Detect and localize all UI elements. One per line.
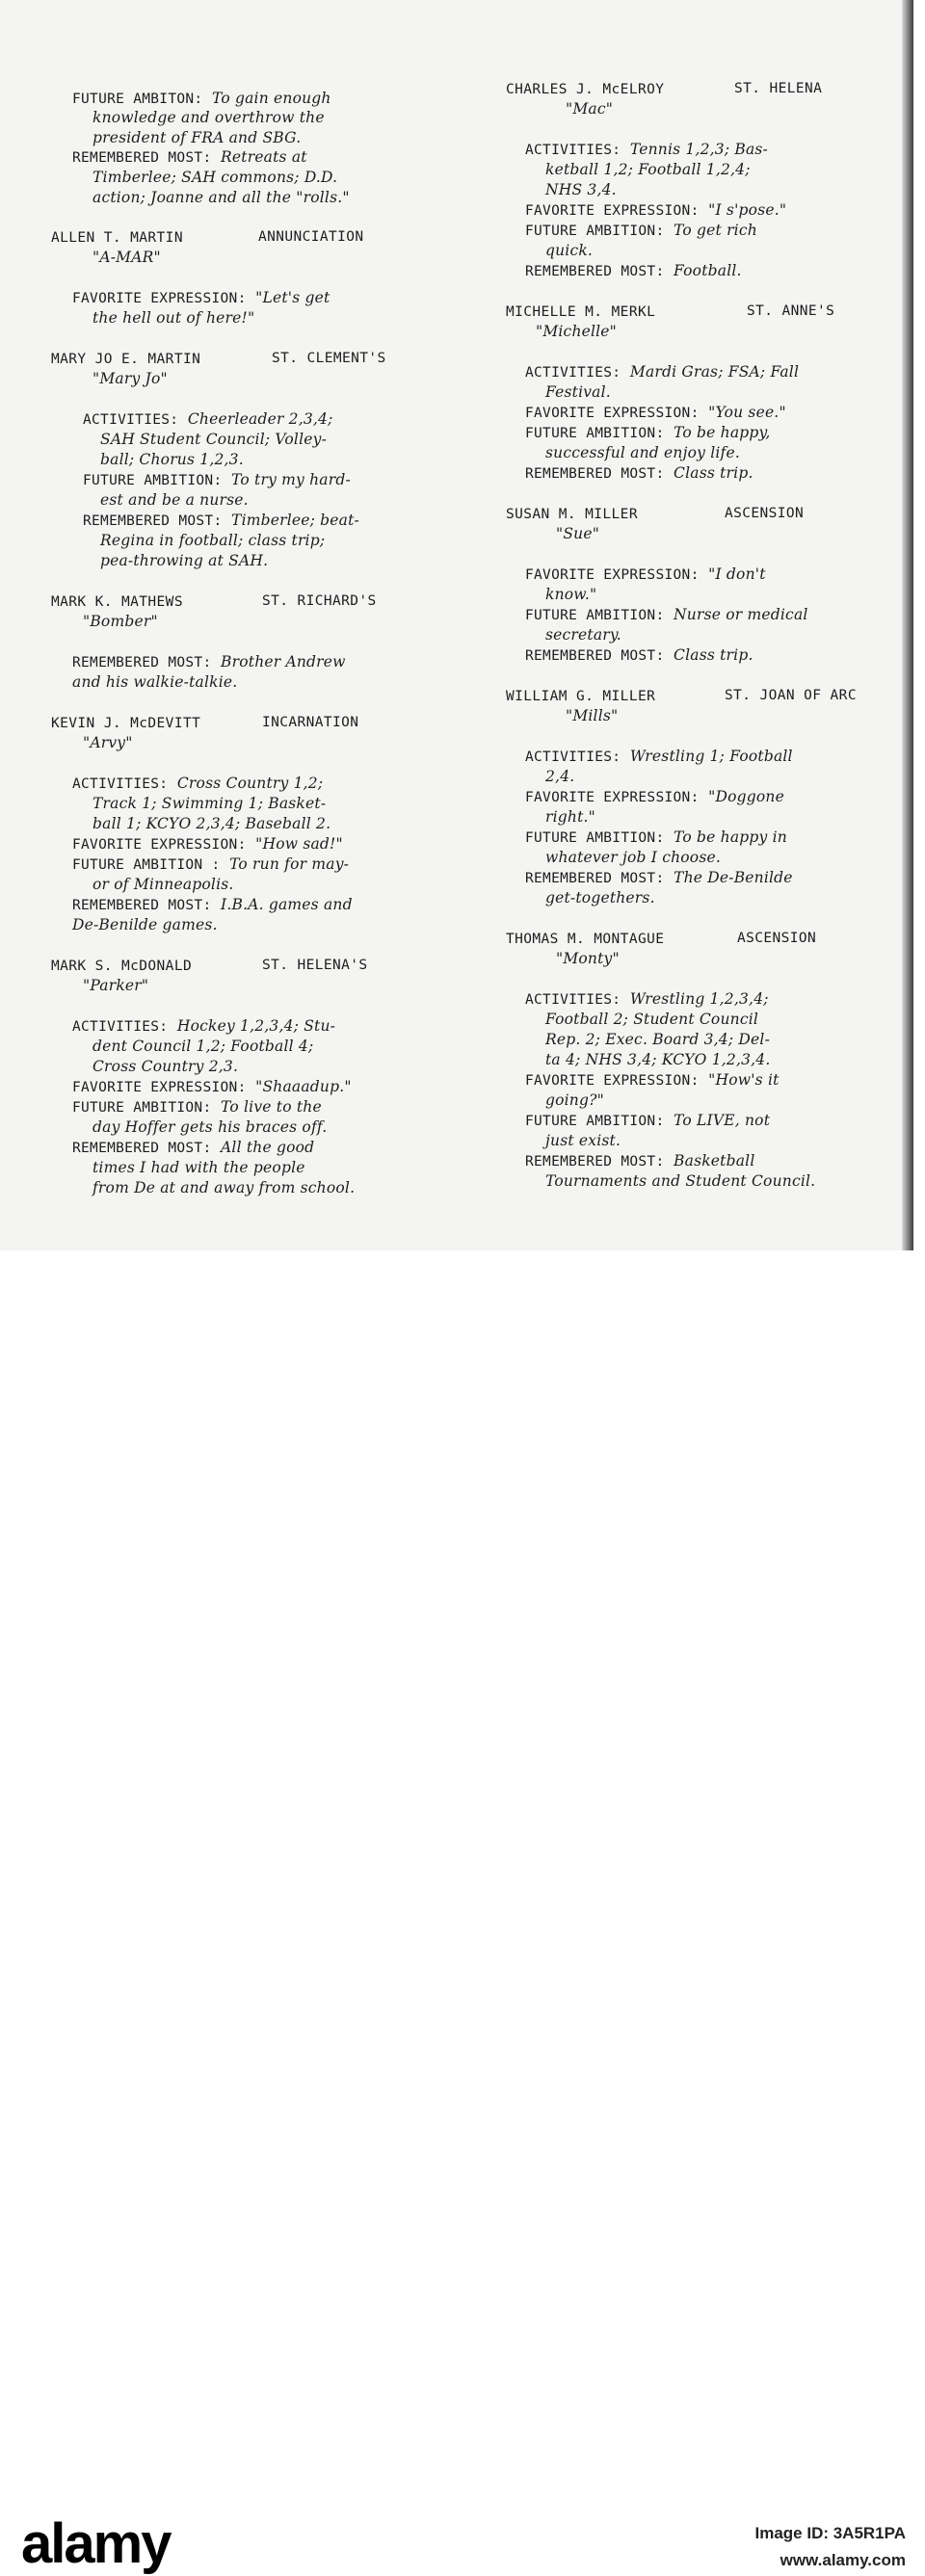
bio-field-label: REMEMBERED MOST:: [525, 871, 665, 886]
bio-field-line: [72, 854, 349, 875]
bio-field-label: ACTIVITIES:: [525, 143, 621, 158]
bio-field-line: [525, 868, 793, 888]
bio-field-line: [72, 895, 353, 915]
senior-nickname: "Arvy": [83, 734, 133, 751]
bio-field-line: [83, 470, 351, 490]
bio-field-value: "I s'pose.": [708, 201, 787, 219]
bio-field-line: [83, 511, 359, 531]
bio-field-continuation: Track 1; Swimming 1; Basket-: [92, 795, 327, 812]
senior-nickname: "Michelle": [536, 323, 618, 340]
senior-nickname: "Mary Jo": [92, 370, 168, 387]
bio-field-continuation: from De at and away from school.: [92, 1179, 356, 1196]
senior-entry-header: [51, 227, 364, 248]
bio-field-label: REMEMBERED MOST:: [72, 898, 212, 913]
bio-field-continuation: whatever job I choose.: [545, 849, 721, 866]
senior-nickname: "Mac": [566, 100, 614, 118]
bio-field-continuation: ketball 1,2; Football 1,2,4;: [545, 161, 751, 178]
bio-field-continuation: pea-throwing at SAH.: [100, 552, 269, 569]
bio-field-line: [525, 747, 793, 767]
senior-entry-header: [506, 302, 835, 322]
bio-field-line: [72, 1138, 314, 1158]
bio-field-value: "How sad!": [255, 835, 343, 853]
bio-field-value: I.B.A. games and: [221, 896, 353, 913]
bio-field-line: [525, 1070, 780, 1091]
bio-field-line: [525, 362, 799, 382]
bio-field-continuation: ball; Chorus 1,2,3.: [100, 451, 244, 468]
bio-field-continuation: quick.: [545, 242, 594, 259]
bio-field-label: FAVORITE EXPRESSION:: [525, 406, 700, 421]
bio-field-label: ACTIVITIES:: [525, 749, 621, 765]
bio-field-continuation: SAH Student Council; Volley-: [100, 431, 328, 448]
senior-nickname: "Parker": [83, 977, 149, 994]
bio-field-value: "I don't: [708, 565, 766, 583]
bio-field-continuation: knowledge and overthrow the: [92, 109, 325, 126]
bio-field-label: FUTURE AMBITION:: [72, 1100, 212, 1116]
scanned-yearbook-page: [0, 0, 913, 1250]
bio-field-label: ACTIVITIES:: [525, 992, 621, 1008]
bio-field-line: [525, 221, 757, 241]
senior-nickname: "Mills": [566, 707, 619, 724]
senior-name: CHARLES J. McELROY: [506, 82, 665, 97]
bio-field-continuation: Regina in football; class trip;: [100, 532, 326, 549]
bio-field-continuation: action; Joanne and all the "rolls.": [92, 189, 350, 206]
bio-field-value: Class trip.: [674, 464, 753, 482]
bio-field-value: The De-Benilde: [674, 869, 793, 886]
bio-field-continuation: Festival.: [545, 383, 611, 401]
watermark-footer: [0, 1250, 925, 2575]
senior-parish: ST. ANNE'S: [747, 303, 835, 319]
bio-field-line: [525, 140, 768, 160]
bio-field-line: [525, 645, 753, 666]
bio-field-value: All the good: [221, 1139, 315, 1156]
senior-name: MARY JO E. MARTIN: [51, 352, 201, 367]
bio-field-continuation: the hell out of here!": [92, 309, 255, 327]
senior-parish: ANNUNCIATION: [258, 229, 364, 245]
bio-field-label: REMEMBERED MOST:: [525, 264, 665, 279]
bio-field-line: [525, 787, 784, 807]
bio-field-value: Football.: [674, 262, 742, 279]
bio-field-continuation: Tournaments and Student Council.: [545, 1172, 816, 1190]
bio-field-line: [525, 261, 742, 281]
bio-field-continuation: going?": [545, 1091, 604, 1109]
bio-field-label: FUTURE AMBITION:: [525, 1114, 665, 1129]
bio-field-continuation: times I had with the people: [92, 1159, 305, 1176]
bio-field-line: [525, 605, 808, 625]
bio-field-line: [72, 1077, 352, 1097]
bio-field-label: FUTURE AMBITON:: [72, 92, 203, 107]
senior-name: SUSAN M. MILLER: [506, 507, 638, 522]
bio-field-line: [72, 1097, 322, 1117]
bio-field-value: Tennis 1,2,3; Bas-: [629, 141, 768, 158]
bio-field-line: [83, 409, 333, 430]
bio-field-value: "Doggone: [708, 788, 784, 805]
image-id-label: Image ID: 3A5R1PA: [754, 2524, 906, 2542]
bio-field-continuation: dent Council 1,2; Football 4;: [92, 1038, 314, 1055]
bio-field-label: REMEMBERED MOST:: [83, 513, 223, 529]
senior-parish: INCARNATION: [262, 715, 359, 730]
bio-field-label: FAVORITE EXPRESSION:: [525, 203, 700, 219]
bio-field-label: FUTURE AMBITION:: [525, 608, 665, 623]
bio-field-continuation: secretary.: [545, 626, 621, 644]
bio-field-continuation: Rep. 2; Exec. Board 3,4; Del-: [545, 1031, 771, 1048]
bio-field-line: [72, 288, 330, 308]
alamy-logo[interactable]: alamy: [21, 2512, 171, 2575]
bio-field-value: Retreats at: [221, 148, 307, 166]
senior-name: MICHELLE M. MERKL: [506, 304, 656, 320]
senior-entry-header: [51, 713, 359, 733]
bio-field-line: [525, 828, 787, 848]
bio-field-value: Hockey 1,2,3,4; Stu-: [176, 1017, 336, 1035]
bio-field-continuation: Football 2; Student Council: [545, 1011, 759, 1028]
bio-field-label: FUTURE AMBITION:: [525, 223, 665, 239]
bio-field-label: REMEMBERED MOST:: [72, 655, 212, 670]
bio-field-value: To try my hard-: [231, 471, 351, 488]
bio-field-line: [525, 565, 766, 585]
bio-field-line: [72, 652, 346, 672]
bio-field-continuation: get-togethers.: [545, 889, 655, 907]
senior-name: WILLIAM G. MILLER: [506, 689, 656, 704]
bio-field-label: REMEMBERED MOST:: [525, 1154, 665, 1170]
bio-field-continuation: Cross Country 2,3.: [92, 1058, 239, 1075]
bio-field-line: [525, 1111, 770, 1131]
senior-parish: ST. HELENA'S: [262, 958, 368, 973]
bio-field-continuation: day Hoffer gets his braces off.: [92, 1118, 328, 1136]
bio-field-label: FUTURE AMBITION:: [525, 426, 665, 441]
senior-entry-header: [51, 956, 368, 976]
bio-field-value: To LIVE, not: [674, 1112, 771, 1129]
bio-field-line: [525, 463, 753, 484]
bio-field-label: FAVORITE EXPRESSION:: [525, 790, 700, 805]
bio-field-label: FAVORITE EXPRESSION:: [525, 1073, 700, 1089]
bio-field-label: FAVORITE EXPRESSION:: [525, 567, 700, 583]
bio-field-line: [72, 834, 343, 854]
bio-field-value: To get rich: [674, 222, 757, 239]
senior-name: MARK K. MATHEWS: [51, 594, 183, 610]
bio-field-value: To live to the: [221, 1098, 322, 1116]
senior-name: THOMAS M. MONTAGUE: [506, 932, 665, 947]
site-url[interactable]: www.alamy.com: [780, 2551, 906, 2569]
bio-field-value: Nurse or medical: [674, 606, 808, 623]
bio-field-continuation: president of FRA and SBG.: [92, 129, 302, 146]
bio-field-line: [72, 89, 331, 109]
bio-field-value: To gain enough: [212, 90, 331, 107]
senior-entry-header: [506, 929, 817, 949]
bio-field-value: To be happy,: [674, 424, 771, 441]
bio-field-line: [72, 774, 323, 794]
bio-field-line: [525, 200, 786, 221]
bio-field-continuation: Timberlee; SAH commons; D.D.: [92, 169, 338, 186]
senior-entry-header: [506, 504, 805, 524]
senior-entry-header: [506, 79, 823, 99]
page-edge-shadow: [902, 0, 913, 1250]
bio-field-value: Basketball: [674, 1152, 755, 1170]
senior-parish: ST. JOAN OF ARC: [725, 688, 857, 703]
bio-field-continuation: ball 1; KCYO 2,3,4; Baseball 2.: [92, 815, 331, 832]
bio-field-label: ACTIVITIES:: [525, 365, 621, 381]
bio-field-line: [525, 1151, 755, 1171]
senior-nickname: "Monty": [556, 950, 620, 967]
bio-field-value: Cheerleader 2,3,4;: [187, 410, 333, 428]
bio-field-value: Wrestling 1,2,3,4;: [629, 990, 769, 1008]
bio-field-value: To be happy in: [674, 828, 787, 846]
senior-parish: ST. CLEMENT'S: [272, 351, 386, 366]
bio-field-label: ACTIVITIES:: [83, 412, 179, 428]
senior-parish: ST. RICHARD'S: [262, 593, 377, 609]
senior-nickname: "Sue": [556, 525, 600, 542]
bio-field-label: ACTIVITIES:: [72, 776, 169, 792]
bio-field-value: Wrestling 1; Football: [629, 748, 793, 765]
bio-field-continuation: 2,4.: [545, 768, 575, 785]
bio-field-value: Timberlee; beat-: [231, 512, 359, 529]
bio-field-value: "How's it: [708, 1071, 780, 1089]
senior-entry-header: [51, 591, 377, 612]
bio-field-line: [525, 423, 771, 443]
bio-field-label: REMEMBERED MOST:: [72, 150, 212, 166]
senior-name: KEVIN J. McDEVITT: [51, 716, 201, 731]
bio-field-value: Mardi Gras; FSA; Fall: [629, 363, 800, 381]
bio-field-value: "Shaaadup.": [255, 1078, 352, 1095]
senior-entry-header: [506, 686, 857, 706]
bio-field-continuation: and his walkie-talkie.: [72, 673, 238, 691]
bio-field-label: FUTURE AMBITION :: [72, 857, 221, 873]
senior-nickname: "Bomber": [83, 613, 158, 630]
bio-field-continuation: est and be a nurse.: [100, 491, 249, 509]
bio-field-continuation: just exist.: [545, 1132, 621, 1149]
senior-parish: ST. HELENA: [734, 81, 823, 96]
bio-field-value: "Let's get: [255, 289, 330, 306]
senior-name: ALLEN T. MARTIN: [51, 230, 183, 246]
senior-entry-header: [51, 349, 386, 369]
bio-field-value: "You see.": [708, 404, 786, 421]
senior-nickname: "A-MAR": [92, 249, 161, 266]
bio-field-continuation: right.": [545, 808, 595, 826]
bio-field-label: FUTURE AMBITION:: [525, 830, 665, 846]
senior-parish: ASCENSION: [725, 506, 805, 521]
bio-field-label: ACTIVITIES:: [72, 1019, 169, 1035]
bio-field-continuation: know.": [545, 586, 597, 603]
bio-field-value: Cross Country 1,2;: [176, 775, 324, 792]
bio-field-label: FAVORITE EXPRESSION:: [72, 837, 247, 853]
bio-field-label: FUTURE AMBITION:: [83, 473, 223, 488]
bio-field-line: [525, 403, 786, 423]
senior-parish: ASCENSION: [737, 931, 817, 946]
bio-field-value: Brother Andrew: [221, 653, 346, 670]
bio-field-label: REMEMBERED MOST:: [72, 1141, 212, 1156]
bio-field-label: FAVORITE EXPRESSION:: [72, 1080, 247, 1095]
bio-field-value: Class trip.: [674, 646, 753, 664]
bio-field-label: REMEMBERED MOST:: [525, 648, 665, 664]
bio-field-label: FAVORITE EXPRESSION:: [72, 291, 247, 306]
bio-field-line: [72, 1016, 335, 1037]
bio-field-continuation: successful and enjoy life.: [545, 444, 740, 461]
bio-field-label: REMEMBERED MOST:: [525, 466, 665, 482]
bio-field-continuation: or of Minneapolis.: [92, 876, 234, 893]
bio-field-continuation: NHS 3,4.: [545, 181, 617, 198]
bio-field-line: [525, 989, 769, 1010]
bio-field-continuation: ta 4; NHS 3,4; KCYO 1,2,3,4.: [545, 1051, 771, 1068]
senior-name: MARK S. McDONALD: [51, 959, 193, 974]
bio-field-value: To run for may-: [229, 855, 350, 873]
bio-field-continuation: De-Benilde games.: [72, 916, 218, 933]
bio-field-line: [72, 147, 307, 168]
